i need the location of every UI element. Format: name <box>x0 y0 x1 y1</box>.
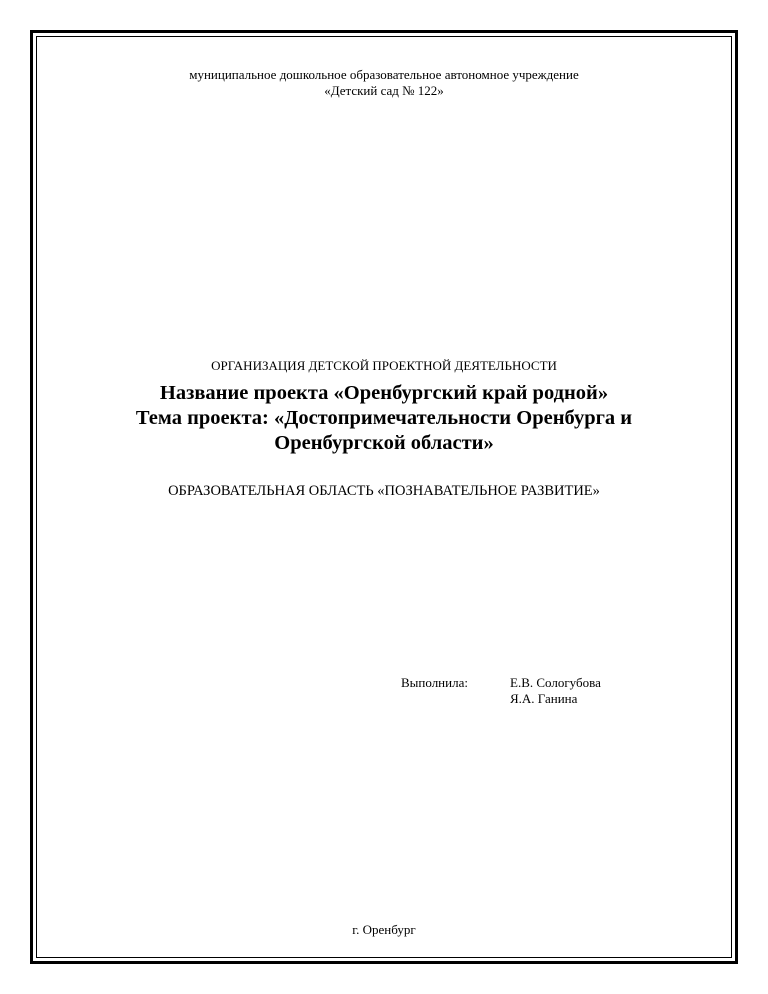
performer-name: Я.А. Ганина <box>510 691 578 706</box>
institution-line-1: муниципальное дошкольное образовательное автономное учреждение <box>189 67 579 82</box>
city: г. Оренбург <box>352 922 416 937</box>
performer-name: Е.В. Сологубова <box>510 675 601 690</box>
section-label: ОРГАНИЗАЦИЯ ДЕТСКОЙ ПРОЕКТНОЙ ДЕЯТЕЛЬНОСТИ <box>211 358 557 373</box>
performer-names <box>510 675 601 707</box>
institution-line-2: «Детский сад № 122» <box>324 83 444 98</box>
performer-label: Выполнила: <box>401 675 468 690</box>
project-title-line-2: Тема проекта: «Достопримечательности Оренбурга и <box>135 407 633 429</box>
educational-area: ОБРАЗОВАТЕЛЬНАЯ ОБЛАСТЬ «ПОЗНАВАТЕЛЬНОЕ РАЗВИТИЕ» <box>168 483 600 499</box>
project-title-line-3: Оренбургской области» <box>274 432 494 454</box>
project-title-line-1: Название проекта «Оренбургский край родной» <box>159 382 609 404</box>
